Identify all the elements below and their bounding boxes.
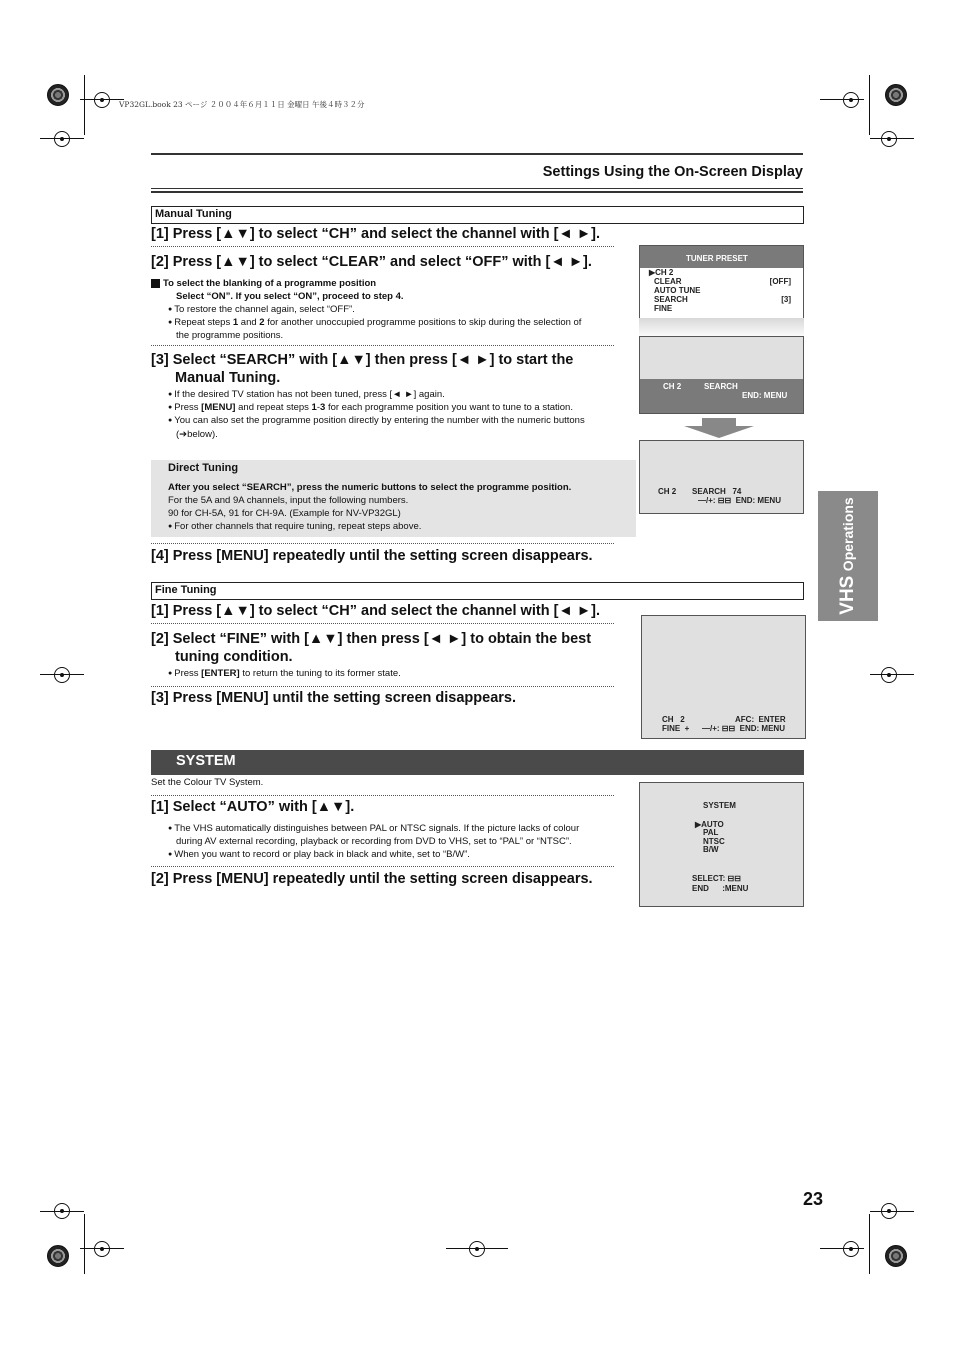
system-screen <box>639 782 804 907</box>
text: You can also set the programme position directly by entering the number with the numeric buttons <box>174 415 585 426</box>
text: 2 <box>259 317 265 328</box>
crosshair-tl <box>94 92 110 108</box>
manual-step-3-cont: Manual Tuning. <box>175 370 281 386</box>
fine-step-3: [3] Press [MENU] until the setting screen disappears. <box>151 690 517 706</box>
option-auto: ▶AUTO <box>695 820 724 829</box>
system-select: SELECT: ⊟⊟ <box>692 874 741 883</box>
menu-item-clear: CLEAR <box>654 277 682 286</box>
direct-keys: —/+: ⊟⊟ END: MENU <box>698 496 781 505</box>
direct-line-1: After you select “SEARCH”, press the numeric buttons to select the programme position. <box>168 482 572 493</box>
blank-bullet-2-cont: the programme positions. <box>176 330 284 341</box>
text: Press <box>174 668 202 679</box>
fine-screen <box>641 615 806 739</box>
registration-ball-bl <box>47 1245 69 1267</box>
clear-value: [OFF] <box>769 277 791 286</box>
s3-bullet-2 <box>168 401 573 414</box>
menu-item-search: SEARCH <box>654 295 688 304</box>
crosshair-bc <box>469 1241 485 1257</box>
header-rule-bottom <box>151 188 803 189</box>
text: 1 <box>232 317 239 328</box>
blank-bullet-1-text: To restore the channel again, select “OFF”. <box>174 304 355 315</box>
crop-line <box>40 674 84 675</box>
crop-line <box>84 1214 85 1274</box>
fine-keys: —/+: ⊟⊟ END: MENU <box>702 724 785 733</box>
crop-line <box>80 99 124 100</box>
crop-line <box>869 75 870 135</box>
blank-title: To select the blanking of a programme position <box>163 278 377 289</box>
crosshair-l <box>54 131 70 147</box>
option-ntsc: NTSC <box>703 837 725 846</box>
page-heading: Settings Using the On-Screen Display <box>542 164 803 180</box>
crop-line <box>40 138 84 139</box>
fine-step-2: [2] Select “FINE” with [▲▼] then press [◄ ►] to obtain the best <box>151 631 592 647</box>
crosshair-bl <box>94 1241 110 1257</box>
print-header: VP32GL.book 23 ページ ２００４年６月１１日 金曜日 午後４時３２分 <box>119 100 365 109</box>
text: [ENTER] <box>201 668 240 679</box>
fine-afc: AFC: ENTER <box>735 715 786 724</box>
text: AUTO <box>701 820 724 829</box>
search-end: END: MENU <box>742 391 788 400</box>
text: CH 2 <box>655 268 674 277</box>
side-tab-main: VHS <box>837 575 858 615</box>
header-rule-top <box>151 153 803 155</box>
text: The VHS automatically distinguishes between PAL or NTSC signals. If the picture lacks of colour <box>174 823 580 834</box>
system-bullet-2 <box>168 848 470 861</box>
crop-line <box>870 138 914 139</box>
crop-line <box>84 75 85 135</box>
blank-bullet-1 <box>168 303 355 316</box>
crosshair-br <box>843 1241 859 1257</box>
crosshair-r <box>881 131 897 147</box>
divider <box>151 866 614 867</box>
text: 3 <box>320 402 326 413</box>
page-number: 23 <box>803 1189 824 1209</box>
option-bw: B/W <box>703 845 719 854</box>
text: for each programme position you want to tune to a station. <box>325 402 573 413</box>
search-ch: CH 2 <box>663 382 682 391</box>
down-arrow-icon <box>684 418 756 440</box>
crop-line <box>820 1248 864 1249</box>
registration-ball-br <box>885 1245 907 1267</box>
text: to return the tuning to its former state. <box>239 668 401 679</box>
crop-line <box>80 1248 124 1249</box>
direct-search: SEARCH 74 <box>692 487 742 496</box>
search-screen <box>639 336 804 414</box>
menu-item-auto-tune: AUTO TUNE <box>654 286 701 295</box>
s3-bullet-3-cont: (➔below). <box>176 429 218 440</box>
s3-bullet-1 <box>168 388 445 401</box>
text: For other channels that require tuning, repeat steps above. <box>174 521 422 532</box>
side-tab-sub: Operations <box>840 497 856 572</box>
system-bullet-1-cont: during AV external recording, playback or recording from DVD to VHS, set to “PAL” or “NTSC”. <box>176 836 572 847</box>
s3-bullet-3 <box>168 414 585 427</box>
screen-tear-1 <box>639 318 804 338</box>
blank-bullet-2 <box>168 316 581 329</box>
fine-ch: CH 2 <box>662 715 685 724</box>
system-bar <box>151 750 804 775</box>
text: and <box>238 317 260 328</box>
text: [MENU] <box>201 402 236 413</box>
divider <box>151 543 614 544</box>
search-value: [3] <box>781 295 791 304</box>
system-step-1: [1] Select “AUTO” with [▲▼]. <box>151 799 355 815</box>
text: - <box>316 402 321 413</box>
section-title-manual-tuning: Manual Tuning <box>151 206 804 224</box>
divider <box>151 246 614 247</box>
direct-line-2: For the 5A and 9A channels, input the following numbers. <box>168 495 409 506</box>
text: and repeat steps <box>235 402 312 413</box>
direct-title: Direct Tuning <box>168 462 239 474</box>
crop-line <box>870 1211 914 1212</box>
crosshair-ml <box>54 667 70 683</box>
crop-line <box>869 1214 870 1274</box>
system-step-2: [2] Press [MENU] repeatedly until the setting screen disappears. <box>151 871 593 887</box>
option-pal: PAL <box>703 828 719 837</box>
direct-ch: CH 2 <box>658 487 677 496</box>
fine-bullet-1 <box>168 667 401 680</box>
menu-item-ch: ▶CH 2 <box>649 268 674 277</box>
fine-label: FINE + <box>662 724 690 733</box>
text: Press <box>174 402 202 413</box>
fine-step-1: [1] Press [▲▼] to select “CH” and select the channel with [◄ ►]. <box>151 603 600 619</box>
crop-line <box>820 99 864 100</box>
fine-step-2-cont: tuning condition. <box>175 649 293 665</box>
direct-tuning-box <box>151 460 636 537</box>
divider <box>151 345 614 346</box>
search-label: SEARCH <box>704 382 738 391</box>
menu-item-fine: FINE <box>654 304 673 313</box>
system-intro: Set the Colour TV System. <box>151 777 264 788</box>
text: When you want to record or play back in black and white, set to “B/W”. <box>174 849 470 860</box>
blank-line: Select “ON”. If you select “ON”, proceed to step 4. <box>176 291 404 302</box>
header-rule-bottom2 <box>151 191 803 193</box>
square-marker <box>151 279 160 288</box>
registration-ball-tr <box>885 84 907 106</box>
registration-ball-tl <box>47 84 69 106</box>
system-end: END :MENU <box>692 884 749 893</box>
crosshair-mr <box>881 667 897 683</box>
text: If the desired TV station has not been tuned, press [◄ ►] again. <box>174 389 445 400</box>
crop-line <box>40 1211 84 1212</box>
text: for another unoccupied programme positions to skip during the selection of <box>264 317 582 328</box>
text: Repeat steps <box>174 317 233 328</box>
crop-line <box>446 1248 508 1249</box>
direct-line-3: 90 for CH-5A, 91 for CH-9A. (Example for NV-VP32GL) <box>168 508 401 519</box>
crosshair-tr <box>843 92 859 108</box>
divider <box>151 795 614 796</box>
screen-title: TUNER PRESET <box>686 254 748 263</box>
system-title: SYSTEM <box>176 753 236 769</box>
crop-line <box>870 674 914 675</box>
direct-line-4 <box>168 520 421 533</box>
manual-step-4: [4] Press [MENU] repeatedly until the setting screen disappears. <box>151 548 593 564</box>
text: 1 <box>311 402 317 413</box>
section-title-fine-tuning: Fine Tuning <box>151 582 804 600</box>
system-screen-title: SYSTEM <box>703 801 736 810</box>
system-bullet-1 <box>168 822 579 835</box>
divider <box>151 623 614 624</box>
manual-step-3: [3] Select “SEARCH” with [▲▼] then press [◄ ►] to start the <box>151 352 574 368</box>
tuner-preset-screen <box>639 245 804 320</box>
divider <box>151 686 614 687</box>
direct-screen <box>639 440 804 514</box>
side-tab-vhs <box>818 491 878 621</box>
manual-step-2: [2] Press [▲▼] to select “CLEAR” and select “OFF” with [◄ ►]. <box>151 254 592 270</box>
manual-step-1: [1] Press [▲▼] to select “CH” and select the channel with [◄ ►]. <box>151 226 600 242</box>
